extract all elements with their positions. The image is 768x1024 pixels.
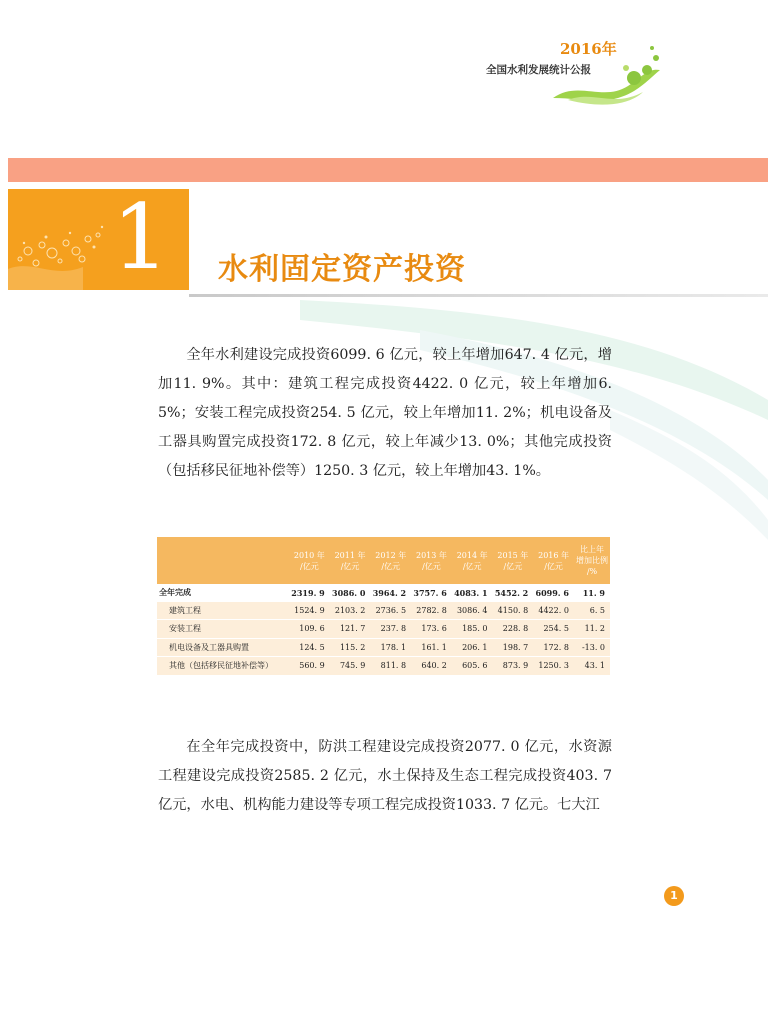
table-cell: 3086. 4	[452, 602, 493, 620]
table-cell: 3964. 2	[370, 584, 411, 602]
body-paragraph: 全年水利建设完成投资6099. 6 亿元，较上年增加647. 4 亿元，增加11. 9%。其中：建筑工程完成投资4422. 0 亿元，较上年增加6. 5%；安装工程完成投资254. 5 亿元，较上年增加11. 2%；机电设备及工器具购置完成投资172. 8 亿元，较上年减少13. 0%；其他完成投资（包括移民征地补偿等）1250. 3 亿元，较上年增加43. 1%。	[158, 347, 612, 479]
report-title: 全国水利发展统计公报	[486, 64, 591, 76]
table-row	[157, 584, 610, 602]
table-cell: 43. 1	[574, 657, 610, 675]
row-label: 全年完成	[157, 584, 289, 602]
table-header-cell: 2015 年 /亿元	[493, 537, 534, 584]
table-cell: 5452. 2	[493, 584, 534, 602]
table-header-cell: 2016 年 /亿元	[533, 537, 574, 584]
table-cell: 2782. 8	[411, 602, 452, 620]
investment-table	[157, 537, 610, 675]
table-cell: 115. 2	[330, 638, 371, 657]
table-cell: 4150. 8	[493, 602, 534, 620]
table-cell: 3757. 6	[411, 584, 452, 602]
table-cell: 4083. 1	[452, 584, 493, 602]
table-cell: 873. 9	[493, 657, 534, 675]
report-year: 2016年	[560, 40, 617, 58]
table-cell: -13. 0	[574, 638, 610, 657]
body-paragraph: 在全年完成投资中，防洪工程建设完成投资2077. 0 亿元，水资源工程建设完成投资2585. 2 亿元，水土保持及生态工程完成投资403. 7 亿元，水电、机构能力建设等专项工程完成投资1033. 7 亿元。七大江	[158, 739, 612, 813]
page-number: 1	[664, 886, 684, 906]
table-cell: 745. 9	[330, 657, 371, 675]
row-label: 建筑工程	[157, 602, 289, 620]
table-cell: 161. 1	[411, 638, 452, 657]
table-header-cell: 比上年 增加比例 /%	[574, 537, 610, 584]
table-cell: 178. 1	[370, 638, 411, 657]
table-cell: 121. 7	[330, 620, 371, 639]
logo-swirl-icon	[548, 40, 668, 110]
table-header-cell: 2012 年 /亿元	[370, 537, 411, 584]
table-row	[157, 638, 610, 657]
table-corner-cell	[157, 537, 289, 584]
table-row	[157, 620, 610, 639]
table-cell: 11. 2	[574, 620, 610, 639]
table-cell: 605. 6	[452, 657, 493, 675]
table-cell: 124. 5	[289, 638, 330, 657]
table-cell: 228. 8	[493, 620, 534, 639]
row-label: 机电设备及工器具购置	[157, 638, 289, 657]
table-header-cell: 2010 年 /亿元	[289, 537, 330, 584]
chapter-rule	[189, 294, 768, 297]
table-cell: 1524. 9	[289, 602, 330, 620]
table-cell: 237. 8	[370, 620, 411, 639]
table-cell: 560. 9	[289, 657, 330, 675]
chapter-title: 水利固定资产投资	[218, 252, 466, 287]
table-cell: 254. 5	[533, 620, 574, 639]
table-cell: 11. 9	[574, 584, 610, 602]
table-cell: 4422. 0	[533, 602, 574, 620]
table-cell: 6. 5	[574, 602, 610, 620]
table-cell: 206. 1	[452, 638, 493, 657]
table-cell: 1250. 3	[533, 657, 574, 675]
table-cell: 198. 7	[493, 638, 534, 657]
table-row	[157, 657, 610, 675]
table-cell: 172. 8	[533, 638, 574, 657]
table-row	[157, 602, 610, 620]
chapter-number: 1	[112, 185, 170, 290]
table-header-cell: 2011 年 /亿元	[330, 537, 371, 584]
table-header-row	[157, 537, 610, 584]
table-cell: 2736. 5	[370, 602, 411, 620]
table-cell: 811. 8	[370, 657, 411, 675]
table-cell: 2103. 2	[330, 602, 371, 620]
table-cell: 185. 0	[452, 620, 493, 639]
table-cell: 109. 6	[289, 620, 330, 639]
table-cell: 2319. 9	[289, 584, 330, 602]
row-label: 其他（包括移民征地补偿等）	[157, 657, 289, 675]
table-header-cell: 2014 年 /亿元	[452, 537, 493, 584]
section-band	[8, 158, 768, 182]
table-cell: 173. 6	[411, 620, 452, 639]
table-cell: 640. 2	[411, 657, 452, 675]
table-cell: 3086. 0	[330, 584, 371, 602]
table-header-cell: 2013 年 /亿元	[411, 537, 452, 584]
table-cell: 6099. 6	[533, 584, 574, 602]
row-label: 安装工程	[157, 620, 289, 639]
